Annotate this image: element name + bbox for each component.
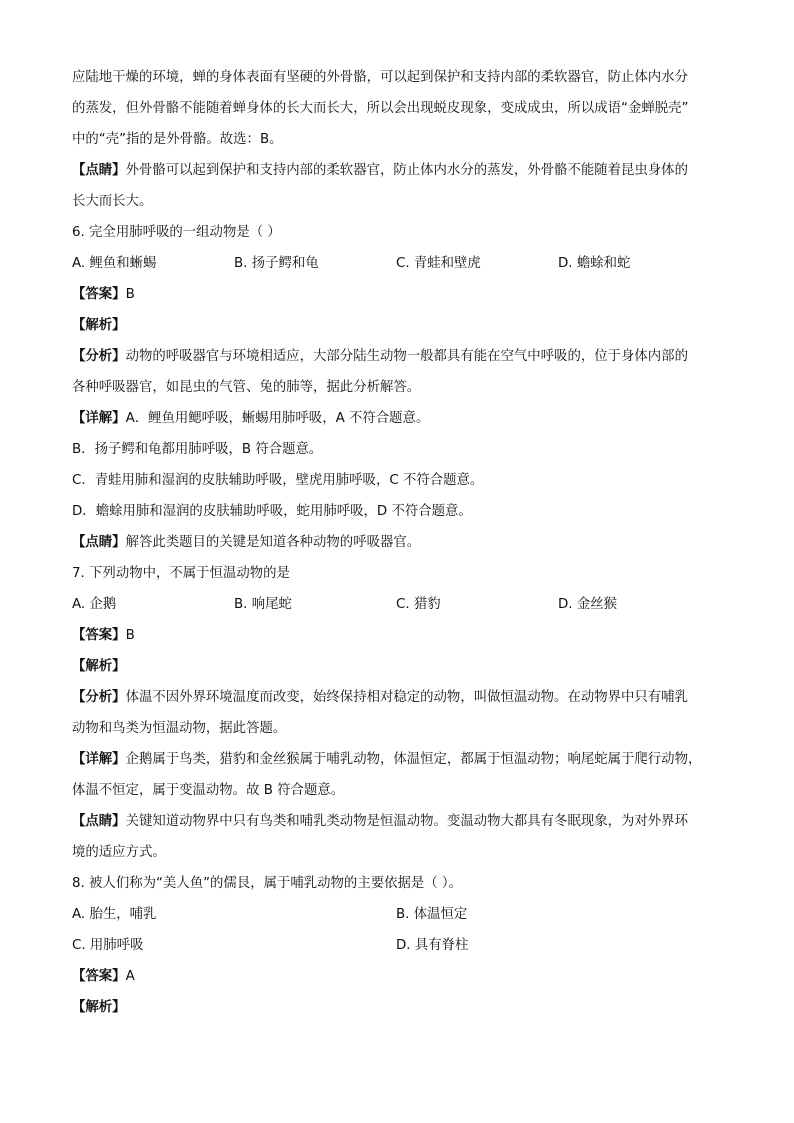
q8-option-a: A. 胎生，哺乳 — [72, 907, 157, 922]
q6-analysis-line-2: 各种呼吸器官，如昆虫的气管、兔的肺等，据此分析解答。 — [72, 380, 421, 395]
document-page — [72, 62, 732, 1023]
q8-options-row-2 — [72, 930, 732, 961]
q8-option-c: C. 用肺呼吸 — [72, 938, 144, 953]
q8-options-row-1 — [72, 899, 732, 930]
q6-detail-line-2: B．扬子鳄和龟都用肺呼吸，B 符合题意。 — [72, 442, 323, 457]
q7-answer: 【答案】B — [72, 628, 135, 643]
q6-detail-line-1: 【详解】A．鲤鱼用鳃呼吸，蜥蜴用肺呼吸，A 不符合题意。 — [72, 411, 430, 426]
q7-option-d: D. 金丝猴 — [558, 597, 617, 612]
q6-answer: 【答案】B — [72, 287, 135, 302]
q7-stem: 7. 下列动物中，不属于恒温动物的是 — [72, 566, 290, 581]
q8-option-b: B. 体温恒定 — [396, 907, 468, 922]
q7-option-a: A. 企鹅 — [72, 597, 117, 612]
q6-option-d: D. 蟾蜍和蛇 — [558, 256, 631, 271]
q6-option-b: B. 扬子鳄和龟 — [234, 256, 319, 271]
q7-point-line-2: 境的适应方式。 — [72, 845, 166, 860]
q6-detail-line-4: D．蟾蜍用肺和湿润的皮肤辅助呼吸，蛇用肺呼吸，D 不符合题意。 — [72, 504, 472, 519]
intro-point-line-1: 【点睛】外骨骼可以起到保护和支持内部的柔软器官，防止体内水分的蒸发，外骨骼不能随着昆虫身体的 — [72, 163, 688, 178]
point-tag: 【点睛】 — [72, 163, 126, 178]
intro-line-1: 应陆地干燥的环境，蝉的身体表面有坚硬的外骨骼，可以起到保护和支持内部的柔软器官，防止体内水分 — [72, 70, 688, 85]
q7-jiexi: 【解析】 — [72, 659, 126, 674]
q6-point-line-1: 【点睛】解答此类题目的关键是知道各种动物的呼吸器官。 — [72, 535, 421, 550]
q6-detail-line-3: C．青蛙用肺和湿润的皮肤辅助呼吸，壁虎用肺呼吸，C 不符合题意。 — [72, 473, 484, 488]
q7-point-line-1: 【点睛】关键知道动物界中只有鸟类和哺乳类动物是恒温动物。变温动物大都具有冬眠现象，为对外界环 — [72, 814, 688, 829]
q7-analysis-line-1: 【分析】体温不因外界环境温度而改变，始终保持相对稳定的动物，叫做恒温动物。在动物界中只有哺乳 — [72, 690, 688, 705]
q7-option-c: C. 猎豹 — [396, 597, 441, 612]
q6-option-a: A. 鲤鱼和蜥蜴 — [72, 256, 157, 271]
q7-analysis-line-2: 动物和鸟类为恒温动物，据此答题。 — [72, 721, 287, 736]
q6-options — [72, 248, 732, 279]
q8-jiexi: 【解析】 — [72, 1000, 126, 1015]
q6-stem: 6. 完全用肺呼吸的一组动物是（ ） — [72, 225, 281, 240]
q7-detail-line-1: 【详解】企鹅属于鸟类，猎豹和金丝猴属于哺乳动物，体温恒定，都属于恒温动物；响尾蛇属于爬行动物， — [72, 752, 702, 767]
intro-point-line-2: 长大而长大。 — [72, 194, 153, 209]
q6-option-c: C. 青蛙和壁虎 — [396, 256, 481, 271]
q8-stem: 8. 被人们称为“美人鱼”的儒艮，属于哺乳动物的主要依据是（ ）。 — [72, 876, 463, 891]
q6-jiexi: 【解析】 — [72, 318, 126, 333]
q8-option-d: D. 具有脊柱 — [396, 938, 469, 953]
intro-line-2: 的蒸发，但外骨骼不能随着蝉身体的长大而长大，所以会出现蜕皮现象，变成成虫，所以成语“金蝉脱壳” — [72, 101, 689, 116]
intro-line-3: 中的“壳”指的是外骨骼。故选：B。 — [72, 132, 283, 147]
q7-options — [72, 589, 732, 620]
q7-option-b: B. 响尾蛇 — [234, 597, 292, 612]
q7-detail-line-2: 体温不恒定，属于变温动物。故 B 符合题意。 — [72, 783, 345, 798]
q6-analysis-line-1: 【分析】动物的呼吸器官与环境相适应，大部分陆生动物一般都具有能在空气中呼吸的，位于身体内部的 — [72, 349, 688, 364]
q8-answer: 【答案】A — [72, 969, 135, 984]
